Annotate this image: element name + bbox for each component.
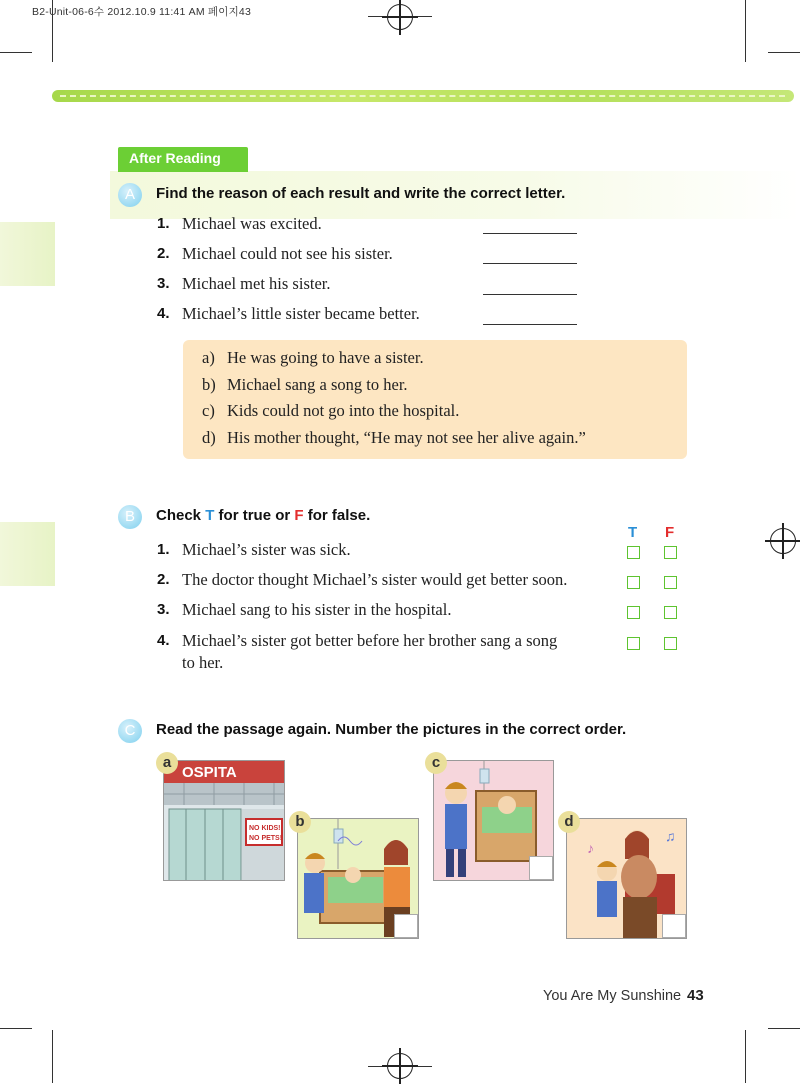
section-b-instruction: [156, 507, 370, 524]
true-checkbox[interactable]: [627, 606, 640, 619]
item-number: 4.: [157, 305, 170, 322]
true-checkbox[interactable]: [627, 576, 640, 589]
instruction-text: Check: [156, 507, 206, 524]
section-c-badge: C: [118, 719, 142, 743]
svg-text:♫: ♫: [665, 830, 676, 845]
crop-mark: [768, 1028, 800, 1029]
answer-blank[interactable]: [483, 233, 577, 234]
svg-text:NO KIDS!: NO KIDS!: [249, 825, 281, 832]
page-number: 43: [687, 987, 704, 1004]
item-text: Michael’s sister got better before her brother sang a song: [182, 631, 558, 650]
item-text: Michael sang to his sister in the hospital.: [182, 600, 452, 619]
answer-blank[interactable]: [483, 294, 577, 295]
section-a-badge: A: [118, 183, 142, 207]
registration-mark-icon: [387, 4, 413, 30]
reason-text: Kids could not go into the hospital.: [227, 401, 460, 420]
item-number: 3.: [157, 601, 170, 618]
svg-text:NO PETS!: NO PETS!: [249, 835, 283, 842]
answer-blank[interactable]: [483, 324, 577, 325]
section-c-instruction: Read the passage again. Number the pictures in the correct order.: [156, 721, 627, 738]
instruction-text: for false.: [303, 507, 371, 524]
item-text: Michael met his sister.: [182, 274, 331, 293]
picture-a: [163, 760, 285, 881]
reason-text: Michael sang a song to her.: [227, 375, 408, 394]
crop-mark: [0, 52, 32, 53]
answer-blank[interactable]: [483, 263, 577, 264]
footer-title: You Are My Sunshine: [543, 988, 682, 1004]
item-number: 2.: [157, 571, 170, 588]
false-column-header: F: [665, 524, 675, 541]
item-text-continued: to her.: [182, 653, 224, 672]
item-number: 1.: [157, 215, 170, 232]
reason-key: b): [202, 375, 216, 394]
hospital-banner-text: OSPITA: [182, 764, 237, 781]
picture-b: [297, 818, 419, 939]
item-text: The doctor thought Michael’s sister would get better soon.: [182, 570, 568, 589]
reason-text: He was going to have a sister.: [227, 348, 424, 367]
false-checkbox[interactable]: [664, 576, 677, 589]
item-text: Michael could not see his sister.: [182, 244, 393, 263]
item-text: Michael’s sister was sick.: [182, 540, 351, 559]
answer-number-box[interactable]: [662, 914, 686, 938]
answer-number-box[interactable]: [394, 914, 418, 938]
hospital-entrance-illustration: [164, 761, 285, 881]
registration-mark-icon: [770, 528, 796, 554]
picture-label-b: b: [289, 811, 311, 833]
print-info: B2-Unit-06-6수 2012.10.9 11:41 AM 페이지43: [32, 6, 252, 18]
false-checkbox[interactable]: [664, 637, 677, 650]
true-marker: T: [205, 507, 215, 524]
section-a-instruction: Find the reason of each result and write the correct letter.: [156, 185, 566, 202]
reason-key: c): [202, 401, 215, 420]
crop-mark: [745, 0, 746, 62]
true-checkbox[interactable]: [627, 637, 640, 650]
item-text: Michael was excited.: [182, 214, 322, 233]
crop-mark: [52, 1030, 53, 1083]
answer-number-box[interactable]: [529, 856, 553, 880]
picture-label-c: c: [425, 752, 447, 774]
picture-c: [433, 760, 554, 881]
svg-text:♪: ♪: [587, 842, 594, 857]
crop-mark: [768, 52, 800, 53]
instruction-text: for true or: [214, 507, 295, 524]
true-column-header: T: [628, 524, 638, 541]
false-checkbox[interactable]: [664, 606, 677, 619]
side-tab: [0, 222, 55, 286]
side-tab: [0, 522, 55, 586]
reason-key: d): [202, 428, 216, 447]
crop-mark: [0, 1028, 32, 1029]
item-number: 2.: [157, 245, 170, 262]
reason-text: His mother thought, “He may not see her alive again.”: [227, 428, 586, 447]
false-marker: F: [294, 507, 304, 524]
decorative-dash: [60, 95, 785, 97]
picture-d: [566, 818, 687, 939]
reason-key: a): [202, 348, 215, 367]
false-checkbox[interactable]: [664, 546, 677, 559]
picture-label-a: a: [156, 752, 178, 774]
section-b-badge: B: [118, 505, 142, 529]
registration-mark-icon: [387, 1053, 413, 1079]
picture-label-d: d: [558, 811, 580, 833]
crop-mark: [745, 1030, 746, 1083]
after-reading-tab: After Reading: [118, 147, 248, 172]
item-number: 4.: [157, 632, 170, 649]
item-number: 3.: [157, 275, 170, 292]
item-text: Michael’s little sister became better.: [182, 304, 420, 323]
true-checkbox[interactable]: [627, 546, 640, 559]
item-number: 1.: [157, 541, 170, 558]
